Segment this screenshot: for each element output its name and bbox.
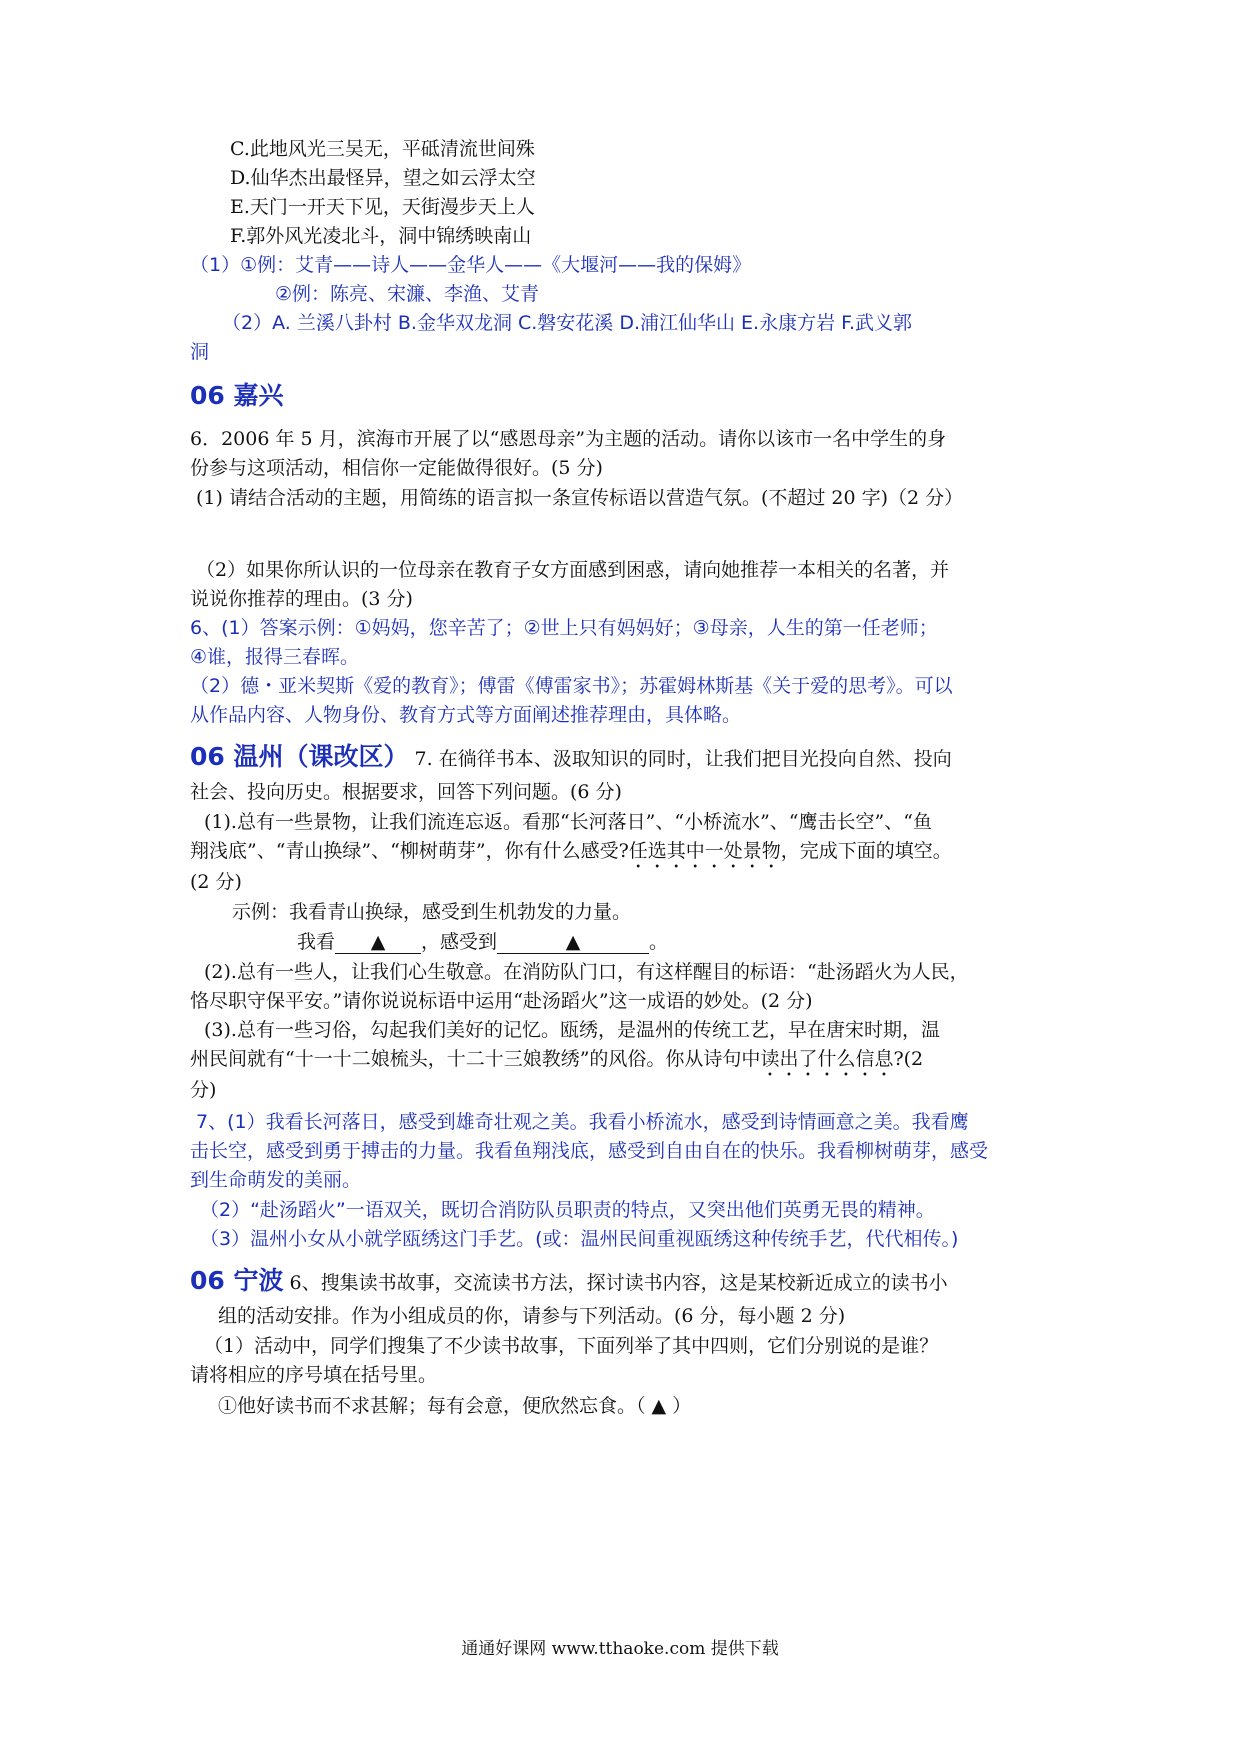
ningbo-intro-line2: 组的活动安排。作为小组成员的你，请参与下列活动。(6 分，每小题 2 分) <box>218 1305 846 1327</box>
wenzhou-q1-line2-b: ，完成下面的填空。 <box>780 840 952 862</box>
section-heading-ningbo: 06 宁波 <box>190 1266 284 1295</box>
wenzhou-q3-line2 <box>190 1045 923 1081</box>
wenzhou-fill-line <box>297 928 668 956</box>
wenzhou-intro-line2: 社会、投向历史。根据要求，回答下列问题。(6 分) <box>190 781 622 803</box>
wenzhou-answer-3: （3）温州小女从小就学瓯绣这门手艺。(或：温州民间重视瓯绣这种传统手艺，代代相传。) <box>200 1228 959 1250</box>
jiaxing-subquestion-2-line2: 说说你推荐的理由。(3 分) <box>190 588 413 610</box>
jiaxing-answer-1-line1: 6、(1）答案示例：①妈妈，您辛苦了；②世上只有妈妈好；③母亲，人生的第一任老师； <box>190 617 938 639</box>
jiaxing-subquestion-2-line1: （2）如果你所认识的一位母亲在教育子女方面感到困惑，请向她推荐一本相关的名著，并 <box>196 559 950 581</box>
wenzhou-q1-line1: (1).总有一些景物，让我们流连忘返。看那“长河落日”、“小桥流水”、“鹰击长空”、“鱼 <box>204 811 932 833</box>
ningbo-intro-line1 <box>190 1264 948 1300</box>
wenzhou-example: 示例：我看青山换绿，感受到生机勃发的力量。 <box>232 901 632 923</box>
jiaxing-answer-2-line2: 从作品内容、人物身份、教育方式等方面阐述推荐理由，具体略。 <box>190 704 742 726</box>
section-heading-jiaxing: 06 嘉兴 <box>190 381 284 410</box>
wenzhou-answer-1-line1: 7、(1）我看长河落日，感受到雄奇壮观之美。我看小桥流水，感受到诗情画意之美。我看鹰 <box>196 1111 969 1133</box>
wenzhou-q1-line2 <box>190 837 952 873</box>
wenzhou-q2-line1: (2).总有一些人，让我们心生敬意。在消防队门口，有这样醒目的标语：“赴汤蹈火为人民， <box>204 961 969 983</box>
wenzhou-answer-1-line2: 击长空，感受到勇于搏击的力量。我看鱼翔浅底，感受到自由自在的快乐。我看柳树萌芽，感受 <box>190 1140 989 1162</box>
jiaxing-answer-2-line1: （2）德・亚米契斯《爱的教育》；傅雷《傅雷家书》；苏霍姆林斯基《关于爱的思考》。可以 <box>190 675 953 697</box>
option-f: F.郭外风光凌北斗，洞中锦绣映南山 <box>230 225 532 247</box>
answer-1b-line: ②例：陈亮、宋濂、李渔、艾青 <box>275 283 540 305</box>
option-e: E.天门一开天下见，天街漫步天上人 <box>230 196 535 218</box>
wenzhou-q3-line3: 分) <box>190 1079 217 1101</box>
jiaxing-question-line1: 6．2006 年 5 月，滨海市开展了以“感恩母亲”为主题的活动。请你以该市一名中学生的身 <box>190 428 947 450</box>
jiaxing-answer-1-line2: ④谁，报得三春晖。 <box>190 646 360 668</box>
fill-suffix: 。 <box>649 931 669 953</box>
wenzhou-q1-line3: (2 分) <box>190 871 242 893</box>
page-footer: 通通好课网 www.tthaoke.com 提供下载 <box>461 1639 779 1659</box>
wenzhou-q2-line2: 恪尽职守保平安。”请你说说标语中运用“赴汤蹈火”这一成语的妙处。(2 分) <box>190 990 813 1012</box>
option-c: C.此地风光三吴无，平砥清流世间殊 <box>230 138 535 160</box>
fill-blank-2[interactable]: ▲ <box>497 931 649 954</box>
ningbo-intro-text: 6、搜集读书故事，交流读书方法，探讨读书内容，这是某校新近成立的读书小 <box>289 1272 948 1294</box>
ningbo-q1-item1: ①他好读书而不求甚解；每有会意，便欣然忘食。（ ▲ ） <box>218 1395 692 1417</box>
wenzhou-q3-line2-b: ?(2 <box>893 1048 924 1070</box>
ningbo-q1-line2: 请将相应的序号填在括号里。 <box>190 1364 438 1386</box>
wenzhou-intro-line1 <box>190 740 952 776</box>
jiaxing-subquestion-1: (1) 请结合活动的主题，用简练的语言拟一条宣传标语以营造气氛。(不超过 20 字)（2 分） <box>196 487 964 509</box>
wenzhou-q1-line2-a: 翔浅底”、“青山换绿”、“柳树萌芽”，你有什么感受? <box>190 840 629 862</box>
wenzhou-intro-text: 7. 在徜徉书本、汲取知识的同时，让我们把目光投向自然、投向 <box>414 748 952 770</box>
wenzhou-q3-emphasis: 读出了什么信息 <box>760 1048 894 1070</box>
wenzhou-q3-line1: (3).总有一些习俗，勾起我们美好的记忆。瓯绣，是温州的传统工艺，早在唐宋时期，温 <box>204 1019 940 1041</box>
fill-prefix: 我看 <box>297 931 336 953</box>
ningbo-q1-line1: （1）活动中，同学们搜集了不少读书故事，下面列举了其中四则，它们分别说的是谁？ <box>204 1335 939 1357</box>
option-d: D.仙华杰出最怪异，望之如云浮太空 <box>230 167 536 189</box>
fill-blank-1[interactable]: ▲ <box>335 931 421 954</box>
answer-2-line2: 洞 <box>190 341 210 363</box>
jiaxing-question-line2: 份参与这项活动，相信你一定能做得很好。(5 分) <box>190 457 603 479</box>
answer-1-line: （1）①例：艾青——诗人——金华人——《大堰河——我的保姆》 <box>190 254 752 276</box>
wenzhou-q3-line2-a: 州民间就有“十一十二娘梳头，十二十三娘教绣”的风俗。你从诗句中 <box>190 1048 761 1070</box>
wenzhou-answer-2: （2）“赴汤蹈火”一语双关，既切合消防队员职责的特点，又突出他们英勇无畏的精神。 <box>200 1199 935 1221</box>
fill-middle: ，感受到 <box>421 931 498 953</box>
wenzhou-q1-emphasis: 任选其中一处景物 <box>628 840 781 862</box>
section-heading-wenzhou: 06 温州（课改区） <box>190 742 409 771</box>
wenzhou-answer-1-line3: 到生命萌发的美丽。 <box>190 1169 362 1191</box>
answer-2-line1: （2）A. 兰溪八卦村 B.金华双龙洞 C.磐安花溪 D.浦江仙华山 E.永康方岩 F.武义郭 <box>222 312 913 334</box>
